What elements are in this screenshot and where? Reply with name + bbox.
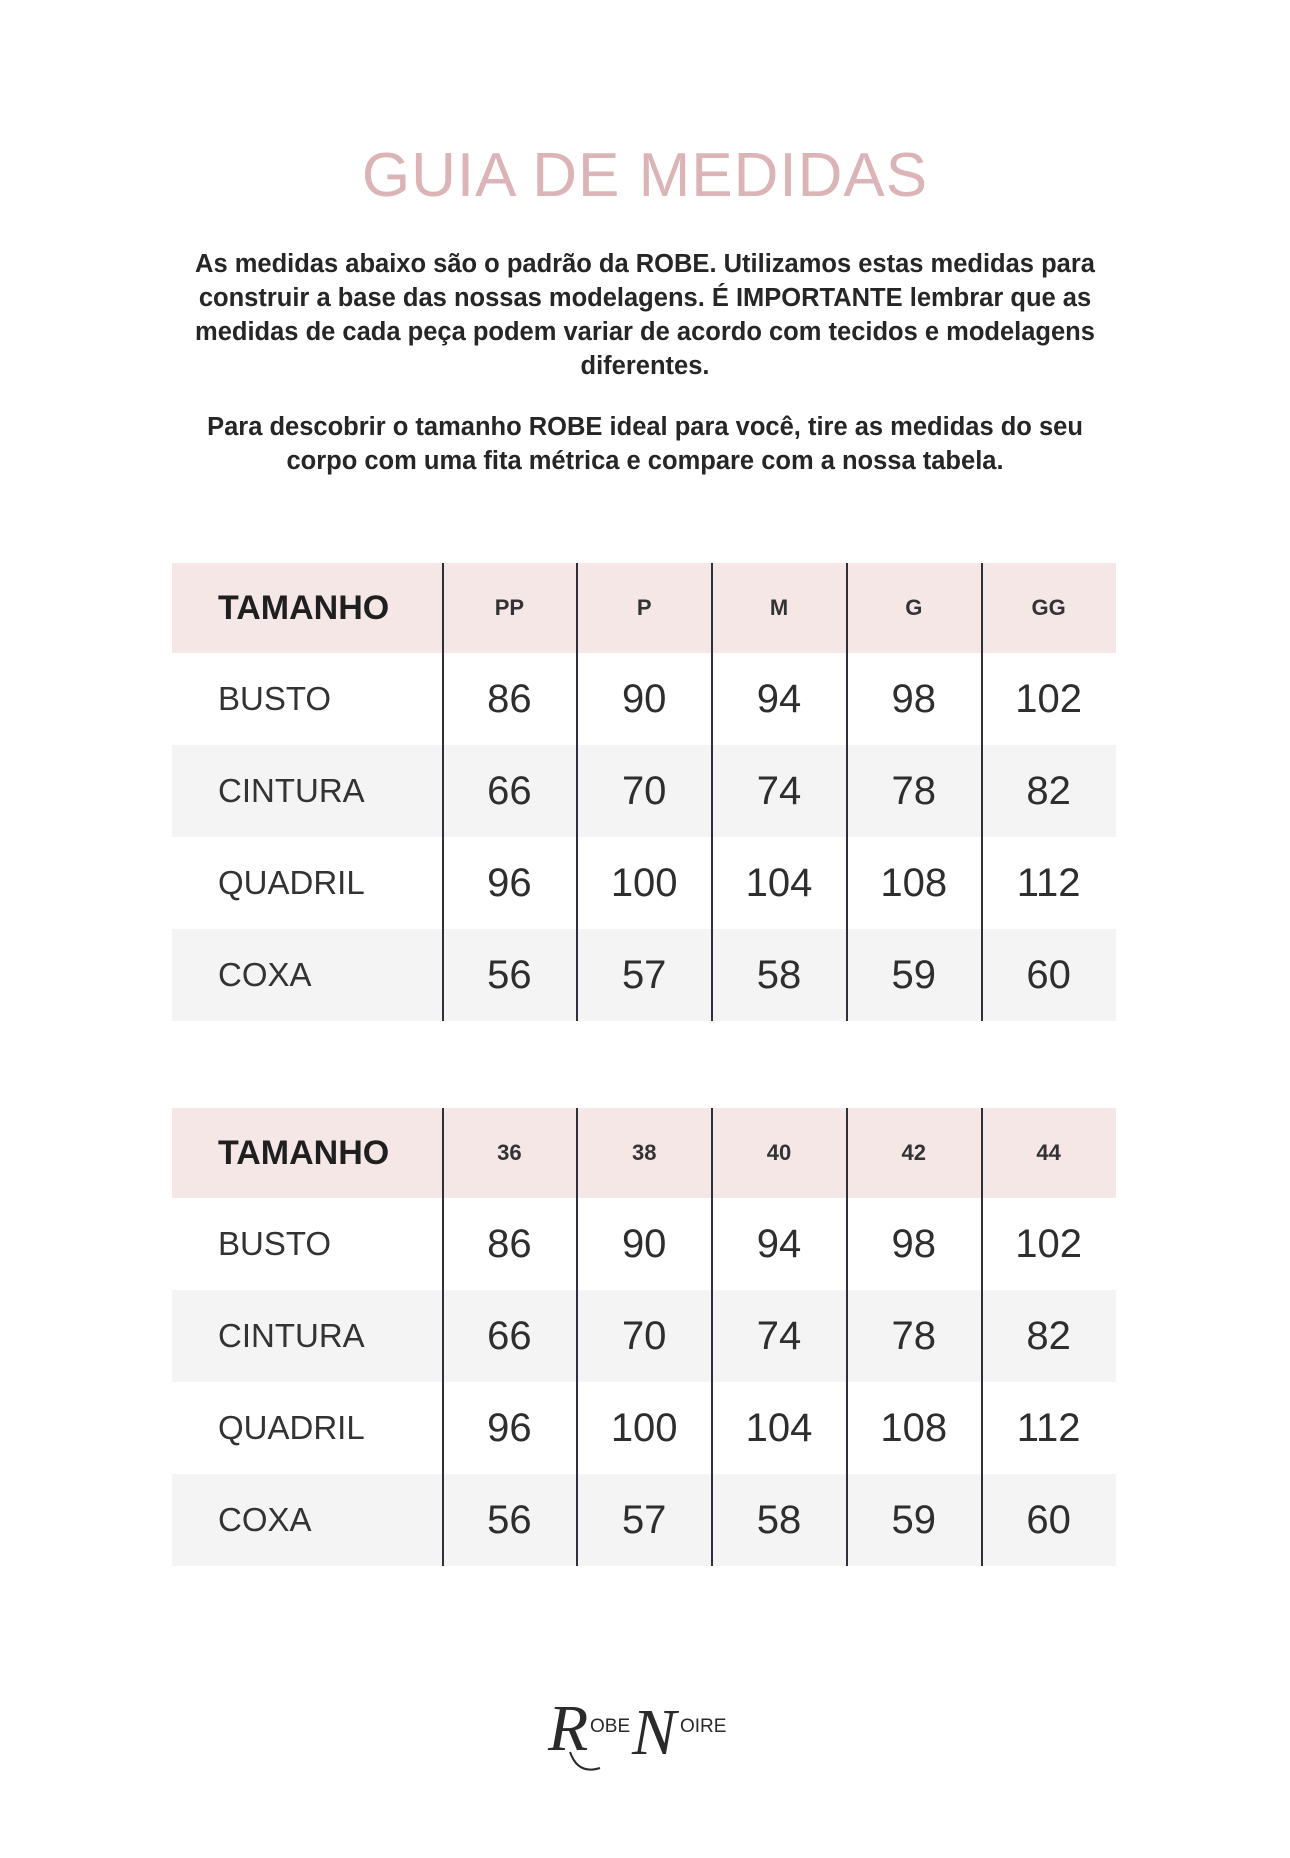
intro-text-1: As medidas abaixo são o padrão da ROBE. Utilizamos estas medidas para construir a base das nossas modelagens. É IMPORTANTE lembrar que as medidas de cada peça podem variar de acordo com tecidos e modelagens diferentes.: [195, 250, 1095, 380]
table-cell: 78: [891, 1313, 937, 1358]
table-cell: 66: [487, 1313, 532, 1358]
table-cell: 70: [621, 1313, 667, 1358]
size-44: 44: [1036, 1140, 1061, 1165]
row-label: BUSTO: [218, 1225, 332, 1262]
table-cell: 56: [487, 952, 532, 997]
size-pp: PP: [494, 595, 525, 620]
table-cell: 60: [1026, 1497, 1071, 1542]
row-label: CINTURA: [218, 772, 365, 809]
svg-text:OIRE: OIRE: [680, 1716, 727, 1737]
row-label: COXA: [218, 956, 312, 993]
table-cell: 57: [621, 1497, 667, 1542]
column-divider: [442, 563, 444, 1021]
column-divider: [981, 1108, 983, 1566]
table-cell: 57: [621, 952, 667, 997]
table-cell: 58: [756, 1497, 802, 1542]
table-row-quadril: [172, 1382, 1116, 1474]
table-cell: 86: [487, 1221, 532, 1266]
table-cell: 82: [1026, 1313, 1071, 1358]
table-cell: 104: [745, 860, 813, 905]
table-cell: 108: [880, 860, 948, 905]
table-header-row: [172, 1108, 1116, 1198]
header-label: TAMANHO: [218, 1133, 390, 1172]
table-cell: 90: [621, 676, 667, 721]
column-divider: [711, 563, 713, 1021]
table-cell: 74: [756, 768, 802, 813]
table-cell: 102: [1015, 676, 1082, 721]
column-divider: [846, 1108, 848, 1566]
svg-text:N: N: [632, 1696, 677, 1769]
table-cell: 112: [1016, 1405, 1081, 1450]
intro-paragraph-1: [170, 247, 1120, 383]
table-row-quadril: [172, 837, 1116, 929]
table-cell: 82: [1026, 768, 1071, 813]
size-36: 36: [497, 1140, 522, 1165]
table-row-coxa: [172, 929, 1116, 1021]
svg-text:R: R: [548, 1692, 589, 1765]
table-cell: 70: [621, 768, 667, 813]
row-label: BUSTO: [218, 680, 332, 717]
table-cell: 100: [610, 1405, 678, 1450]
column-divider: [576, 1108, 578, 1566]
column-divider: [711, 1108, 713, 1566]
table-row-cintura: [172, 1290, 1116, 1382]
size-42: 42: [901, 1140, 927, 1165]
row-label: QUADRIL: [218, 864, 365, 901]
table-row-busto: [172, 1198, 1116, 1290]
table-cell: 108: [880, 1405, 948, 1450]
table-cell: 94: [756, 676, 802, 721]
table-cell: 100: [610, 860, 678, 905]
table-cell: 66: [487, 768, 532, 813]
table-cell: 104: [745, 1405, 813, 1450]
table-row-busto: [172, 653, 1116, 745]
size-table-numbers: [172, 1108, 1116, 1566]
column-divider: [576, 563, 578, 1021]
column-divider: [981, 563, 983, 1021]
svg-text:OBE: OBE: [590, 1716, 631, 1737]
table-cell: 78: [891, 768, 937, 813]
header-label: TAMANHO: [218, 588, 390, 627]
row-label: COXA: [218, 1501, 312, 1538]
page-title: GUIA DE MEDIDAS: [361, 140, 929, 210]
table-cell: 86: [487, 676, 532, 721]
size-38: 38: [631, 1140, 657, 1165]
table-cell: 98: [891, 1221, 937, 1266]
table-cell: 94: [756, 1221, 802, 1266]
table-cell: 98: [891, 676, 937, 721]
column-divider: [846, 563, 848, 1021]
size-p: P: [636, 595, 652, 620]
table-cell: 112: [1016, 860, 1081, 905]
table-cell: 60: [1026, 952, 1071, 997]
column-divider: [442, 1108, 444, 1566]
table-cell: 74: [756, 1313, 802, 1358]
table-cell: 59: [891, 1497, 937, 1542]
table-cell: 58: [756, 952, 802, 997]
table-row-cintura: [172, 745, 1116, 837]
size-table-letters: [172, 563, 1116, 1021]
robe-noire-logo: [540, 1680, 760, 1780]
intro-text-2: Para descobrir o tamanho ROBE ideal para você, tire as medidas do seu corpo com uma fita métrica e compare com a nossa tabela.: [207, 413, 1083, 475]
table-cell: 102: [1015, 1221, 1082, 1266]
row-label: CINTURA: [218, 1317, 365, 1354]
intro-paragraph-2: [170, 410, 1120, 478]
table-cell: 59: [891, 952, 937, 997]
table-cell: 90: [621, 1221, 667, 1266]
size-40: 40: [766, 1140, 792, 1165]
table-cell: 56: [487, 1497, 532, 1542]
table-row-coxa: [172, 1474, 1116, 1566]
size-g: G: [905, 595, 923, 620]
row-label: QUADRIL: [218, 1409, 365, 1446]
size-m: M: [769, 595, 789, 620]
table-header-row: [172, 563, 1116, 653]
table-cell: 96: [487, 1405, 532, 1450]
size-gg: GG: [1031, 595, 1066, 620]
table-cell: 96: [487, 860, 532, 905]
